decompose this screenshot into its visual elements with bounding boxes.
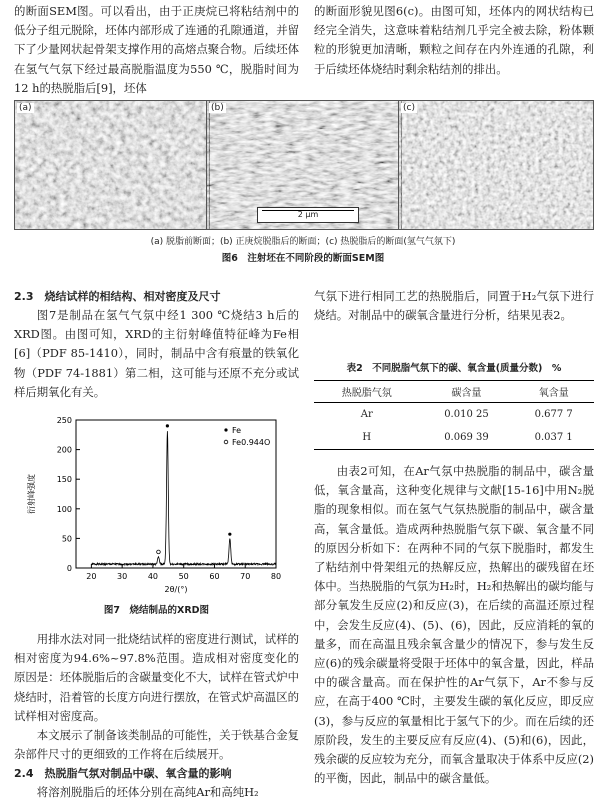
y-tick-label: 250 bbox=[56, 416, 72, 425]
sem-panel-b bbox=[206, 100, 402, 230]
table2-cell: H bbox=[314, 426, 419, 450]
left-column-lower bbox=[14, 630, 299, 803]
table2-cell: Ar bbox=[360, 409, 373, 420]
figure6-title: 图6 注射坯在不同阶段的断面SEM图 bbox=[221, 253, 385, 264]
x-tick-label: 50 bbox=[178, 572, 189, 581]
x-tick-label: 80 bbox=[270, 572, 282, 581]
y-axis-label: 衍射峰强度 bbox=[27, 474, 36, 514]
fe-peak-marker bbox=[166, 424, 169, 427]
x-tick-label: 30 bbox=[117, 572, 128, 581]
y-tick-label: 150 bbox=[56, 475, 72, 485]
y-tick-label: 100 bbox=[56, 504, 72, 514]
right-column-lower bbox=[314, 462, 594, 788]
table2-grid bbox=[314, 380, 594, 450]
table2 bbox=[314, 360, 594, 450]
x-axis-label: 2θ/(°) bbox=[164, 585, 188, 594]
legend-feo-marker bbox=[224, 440, 228, 444]
top-right-text: 的断面形貌见图6(c)。由图可知，坯体内的网状结构已经完全消失，这意味着粘结剂几乎完全被去除，粉体颗粒的形貌更加清晰，颗粒之间存在内外连通的孔隙，利于后续坯体烧结时剩余粘结剂的排出。 bbox=[314, 4, 594, 76]
table-row bbox=[314, 426, 594, 450]
sem-panel-c bbox=[398, 100, 594, 230]
top-right-paragraph bbox=[314, 2, 594, 79]
section-2-3-para3: 本文展示了制备该类制品的可能性，关于铁基合金复杂部件尺寸的更细致的工作将在后续展开。 bbox=[14, 728, 299, 762]
table-row bbox=[314, 403, 594, 427]
x-tick-label: 70 bbox=[240, 572, 251, 581]
x-tick-label: 60 bbox=[209, 572, 220, 581]
table2-title: 表2 不同脱脂气氛下的碳、氧含量(质量分数) % bbox=[346, 363, 562, 374]
table2-cell: 0.069 39 bbox=[419, 426, 513, 450]
right-para2: 由表2可知，在Ar气氛中热脱脂的制品中，碳含量低，氧含量高，这种变化规律与文献[15-16]中用N₂脱脂的现象相似。而在氢气气氛热脱脂的制品中，碳含量高，氧含量低。造成两种热脱脂气氛下碳、氧含量不同的原因分析如下：在两种不同的气氛下脱脂时，都发生了粘结剂中骨架组元的热解反应，热解出的碳残留在坯体中。当热脱脂的气氛为H₂时，H₂和热解出的碳均能与部分氧发生反应(2)和反应(3)，在后续的高温还原过程中，会发生反应(4)、(5)、(6)，因此，反应消耗的氧的量多，而在高温且残余氧含量少的情况下，参与发生反应(6)的残余碳量将受限于坯体中的氧含量，因此，样品中的碳含量高。而在保护性的Ar气氛下，Ar不参与反应，在高于400 ℃时，主要发生碳的氧化反应，即反应(3)，参与反应的氧量相比于氢气下的少。而在后续的还原阶段，发生的主要反应有反应(4)、(5)和(6)，因此，残余碳的反应较为充分，而氧含量取决于体系中反应(2)的平衡，因此，制品中的碳含量低。 bbox=[314, 464, 594, 786]
table2-header: 氧含量 bbox=[513, 381, 594, 403]
section-2-4-para1: 将溶剂脱脂后的坯体分别在高纯Ar和高纯H₂ bbox=[36, 785, 259, 800]
xrd-svg bbox=[14, 408, 299, 598]
y-tick-label: 50 bbox=[61, 534, 72, 544]
x-tick-label: 20 bbox=[86, 572, 97, 581]
xrd-series-line bbox=[91, 431, 276, 565]
xrd-chart bbox=[14, 408, 299, 598]
table2-header: 碳含量 bbox=[419, 381, 513, 403]
legend-fe-marker bbox=[224, 428, 227, 431]
figure7-title: 图7 烧结制品的XRD图 bbox=[103, 605, 210, 616]
table2-cell: 0.677 7 bbox=[534, 409, 573, 420]
top-left-text: 的断面SEM图。可以看出，由于正庚烷已将粘结剂中的低分子组元脱除，坯体内部形成了连通的孔隙通道，并留下了少量网状起骨架支撑作用的高熔点聚合物。后续坯体在氢气气氛下经过最高脱脂温度为550 ℃，脱脂时间为12 h的热脱脂后[9]，坯体 bbox=[14, 4, 299, 95]
table2-cell: 0.037 1 bbox=[513, 426, 594, 450]
fe-peak-marker bbox=[228, 533, 231, 536]
table2-cell: 0.010 25 bbox=[444, 409, 489, 420]
y-tick-label: 200 bbox=[56, 445, 72, 455]
y-tick-label: 0 bbox=[66, 564, 72, 573]
top-left-paragraph bbox=[14, 2, 299, 98]
figure6-subcaption: (a) 脱脂前断面；(b) 正庚烷脱脂后的断面；(c) 热脱脂后的断面(氢气气氛下) bbox=[150, 237, 456, 247]
section-2-3-para1: 图7是制品在氢气气氛中经1 300 ℃烧结3 h后的XRD图。由图可知，XRD的主衍射峰值特征峰为Fe相[6]（PDF 85-1410），同时，制品中含有痕量的铁氧化物（PDF 74-1881）第二相，这可能与还原不充分或试样后期氧化有关。 bbox=[14, 308, 299, 399]
sem-panel-a bbox=[14, 100, 210, 230]
section-2-3-heading: 2.3 烧结试样的相结构、相对密度及尺寸 bbox=[14, 290, 221, 303]
left-column bbox=[14, 287, 299, 402]
section-2-3-para2: 用排水法对同一批烧结试样的密度进行测试，试样的相对密度为94.6%~97.8%范围。造成相对密度变化的原因是：坯体脱脂后的含碳量变化不大，试样在管式炉中烧结时，沿着管的长度方向进行摆放，在管式炉高温区的试样相对密度高。 bbox=[14, 632, 299, 723]
legend-feo-label: Fe0.944O bbox=[232, 438, 271, 447]
panel-a-label: (a) bbox=[19, 103, 32, 113]
feo-peak-marker bbox=[157, 550, 161, 554]
panel-b-label: (b) bbox=[211, 103, 224, 113]
scale-bar: 2 μm bbox=[257, 207, 359, 223]
panel-c-label: (c) bbox=[403, 103, 415, 113]
legend-fe-label: Fe bbox=[232, 426, 242, 435]
table2-header: 热脱脂气氛 bbox=[314, 381, 419, 403]
right-para1: 气氛下进行相同工艺的热脱脂后，同置于H₂气氛下进行烧结。对制品中的碳氧含量进行分析，结果见表2。 bbox=[314, 289, 594, 323]
x-tick-label: 40 bbox=[147, 572, 159, 581]
right-column-top bbox=[314, 287, 594, 325]
section-2-4-heading: 2.4 热脱脂气氛对制品中碳、氧含量的影响 bbox=[14, 767, 232, 781]
